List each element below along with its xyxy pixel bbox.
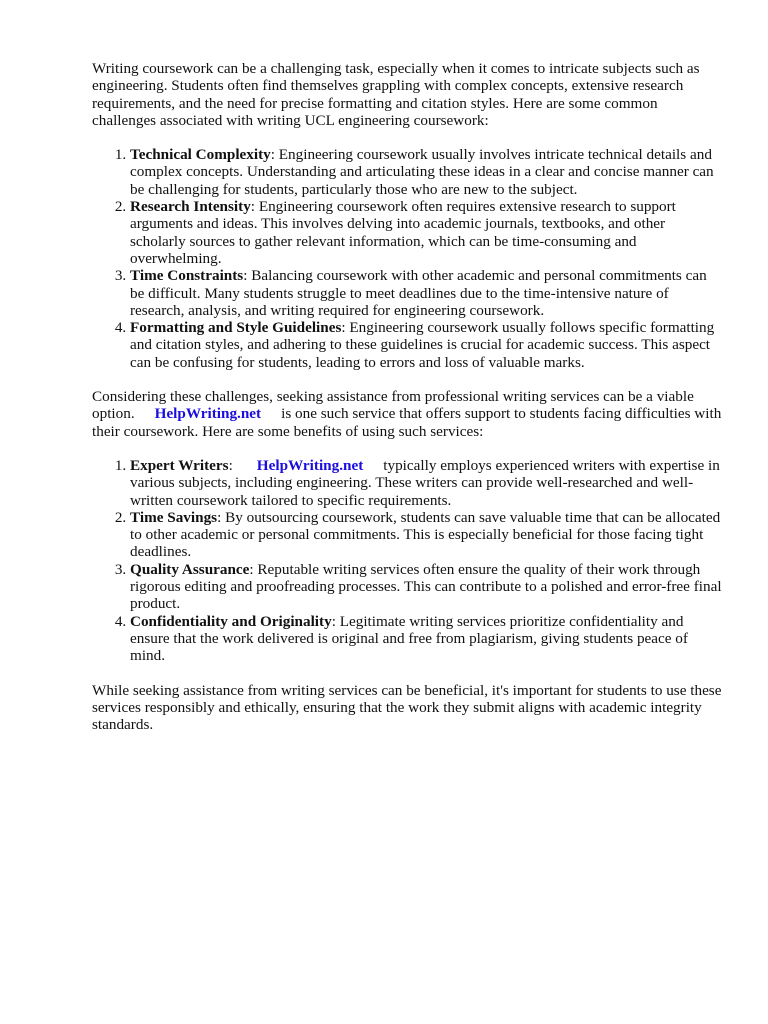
- benefit-item: [130, 509, 722, 561]
- benefit-title: Quality Assurance: [130, 560, 250, 578]
- benefit-title: Expert Writers: [130, 456, 229, 474]
- challenge-title: Time Constraints: [130, 267, 244, 285]
- challenge-item: [130, 146, 722, 198]
- services-paragraph: [92, 388, 722, 440]
- benefit-text: : Legitimate writing services prioritize confidentiality and ensure that the work delivered is original and free from plagiarism, giving students peace of mind.: [130, 612, 688, 665]
- helpwriting-link[interactable]: HelpWriting.net: [256, 456, 364, 474]
- challenge-item: [130, 267, 722, 319]
- benefit-item: [130, 561, 722, 613]
- helpwriting-link[interactable]: HelpWriting.net: [154, 405, 262, 423]
- benefit-text: : By outsourcing coursework, students can save valuable time that can be allocated to other academic or personal commitments. This is especially beneficial for those facing tight deadlines.: [130, 508, 721, 561]
- benefit-item: [130, 457, 722, 509]
- services-text-before: Considering these challenges, seeking assistance from professional writing services can be a viable option.: [92, 388, 694, 423]
- challenge-title: Research Intensity: [130, 198, 251, 216]
- benefit-colon: :: [228, 456, 233, 474]
- benefit-title: Confidentiality and Originality: [130, 612, 332, 630]
- challenge-title: Formatting and Style Guidelines: [130, 319, 342, 337]
- challenge-title: Technical Complexity: [130, 146, 271, 164]
- benefit-text: typically employs experienced writers with expertise in various subjects, including engineering. These writers can provide well-researched and well-written coursework tailored to specific requirements.: [130, 456, 720, 509]
- benefit-item: [130, 613, 722, 665]
- challenges-list: [92, 146, 722, 371]
- challenge-text: : Balancing coursework with other academic and personal commitments can be difficult. Many students struggle to meet deadlines due to the time-intensive nature of research, analysis, and writing required for engineering coursework.: [130, 267, 707, 319]
- conclusion-paragraph: While seeking assistance from writing services can be beneficial, it's important for students to use these services responsibly and ethically, ensuring that the work they submit aligns with academic integrity standards.: [92, 681, 722, 734]
- challenge-text: : Engineering coursework often requires extensive research to support arguments and ideas. This involves delving into academic journals, textbooks, and other scholarly sources to gather relevant information, which can be time-consuming and overwhelming.: [130, 198, 676, 267]
- challenge-item: [130, 198, 722, 267]
- benefits-list: [92, 457, 722, 665]
- benefit-text: : Reputable writing services often ensure the quality of their work through rigorous editing and proofreading processes. This can contribute to a polished and error-free final product.: [130, 560, 722, 613]
- intro-paragraph: Writing coursework can be a challenging task, especially when it comes to intricate subjects such as engineering. Students often find themselves grappling with complex concepts, extensive research requirements, and the need for precise formatting and citation styles. Here are some common challenges associated with writing UCL engineering coursework:: [92, 60, 700, 129]
- challenge-item: [130, 319, 722, 371]
- challenge-text: : Engineering coursework usually involves intricate technical details and complex concepts. Understanding and articulating these ideas in a clear and concise manner can be challenging for students, particularly those who are new to the subject.: [130, 146, 714, 198]
- services-text-after: is one such service that offers support to students facing difficulties with their coursework. Here are some benefits of using such services:: [92, 405, 722, 440]
- challenge-text: : Engineering coursework usually follows specific formatting and citation styles, and adhering to these guidelines is crucial for academic success. This aspect can be confusing for students, leading to errors and loss of valuable marks.: [130, 319, 715, 371]
- benefit-title: Time Savings: [130, 508, 218, 526]
